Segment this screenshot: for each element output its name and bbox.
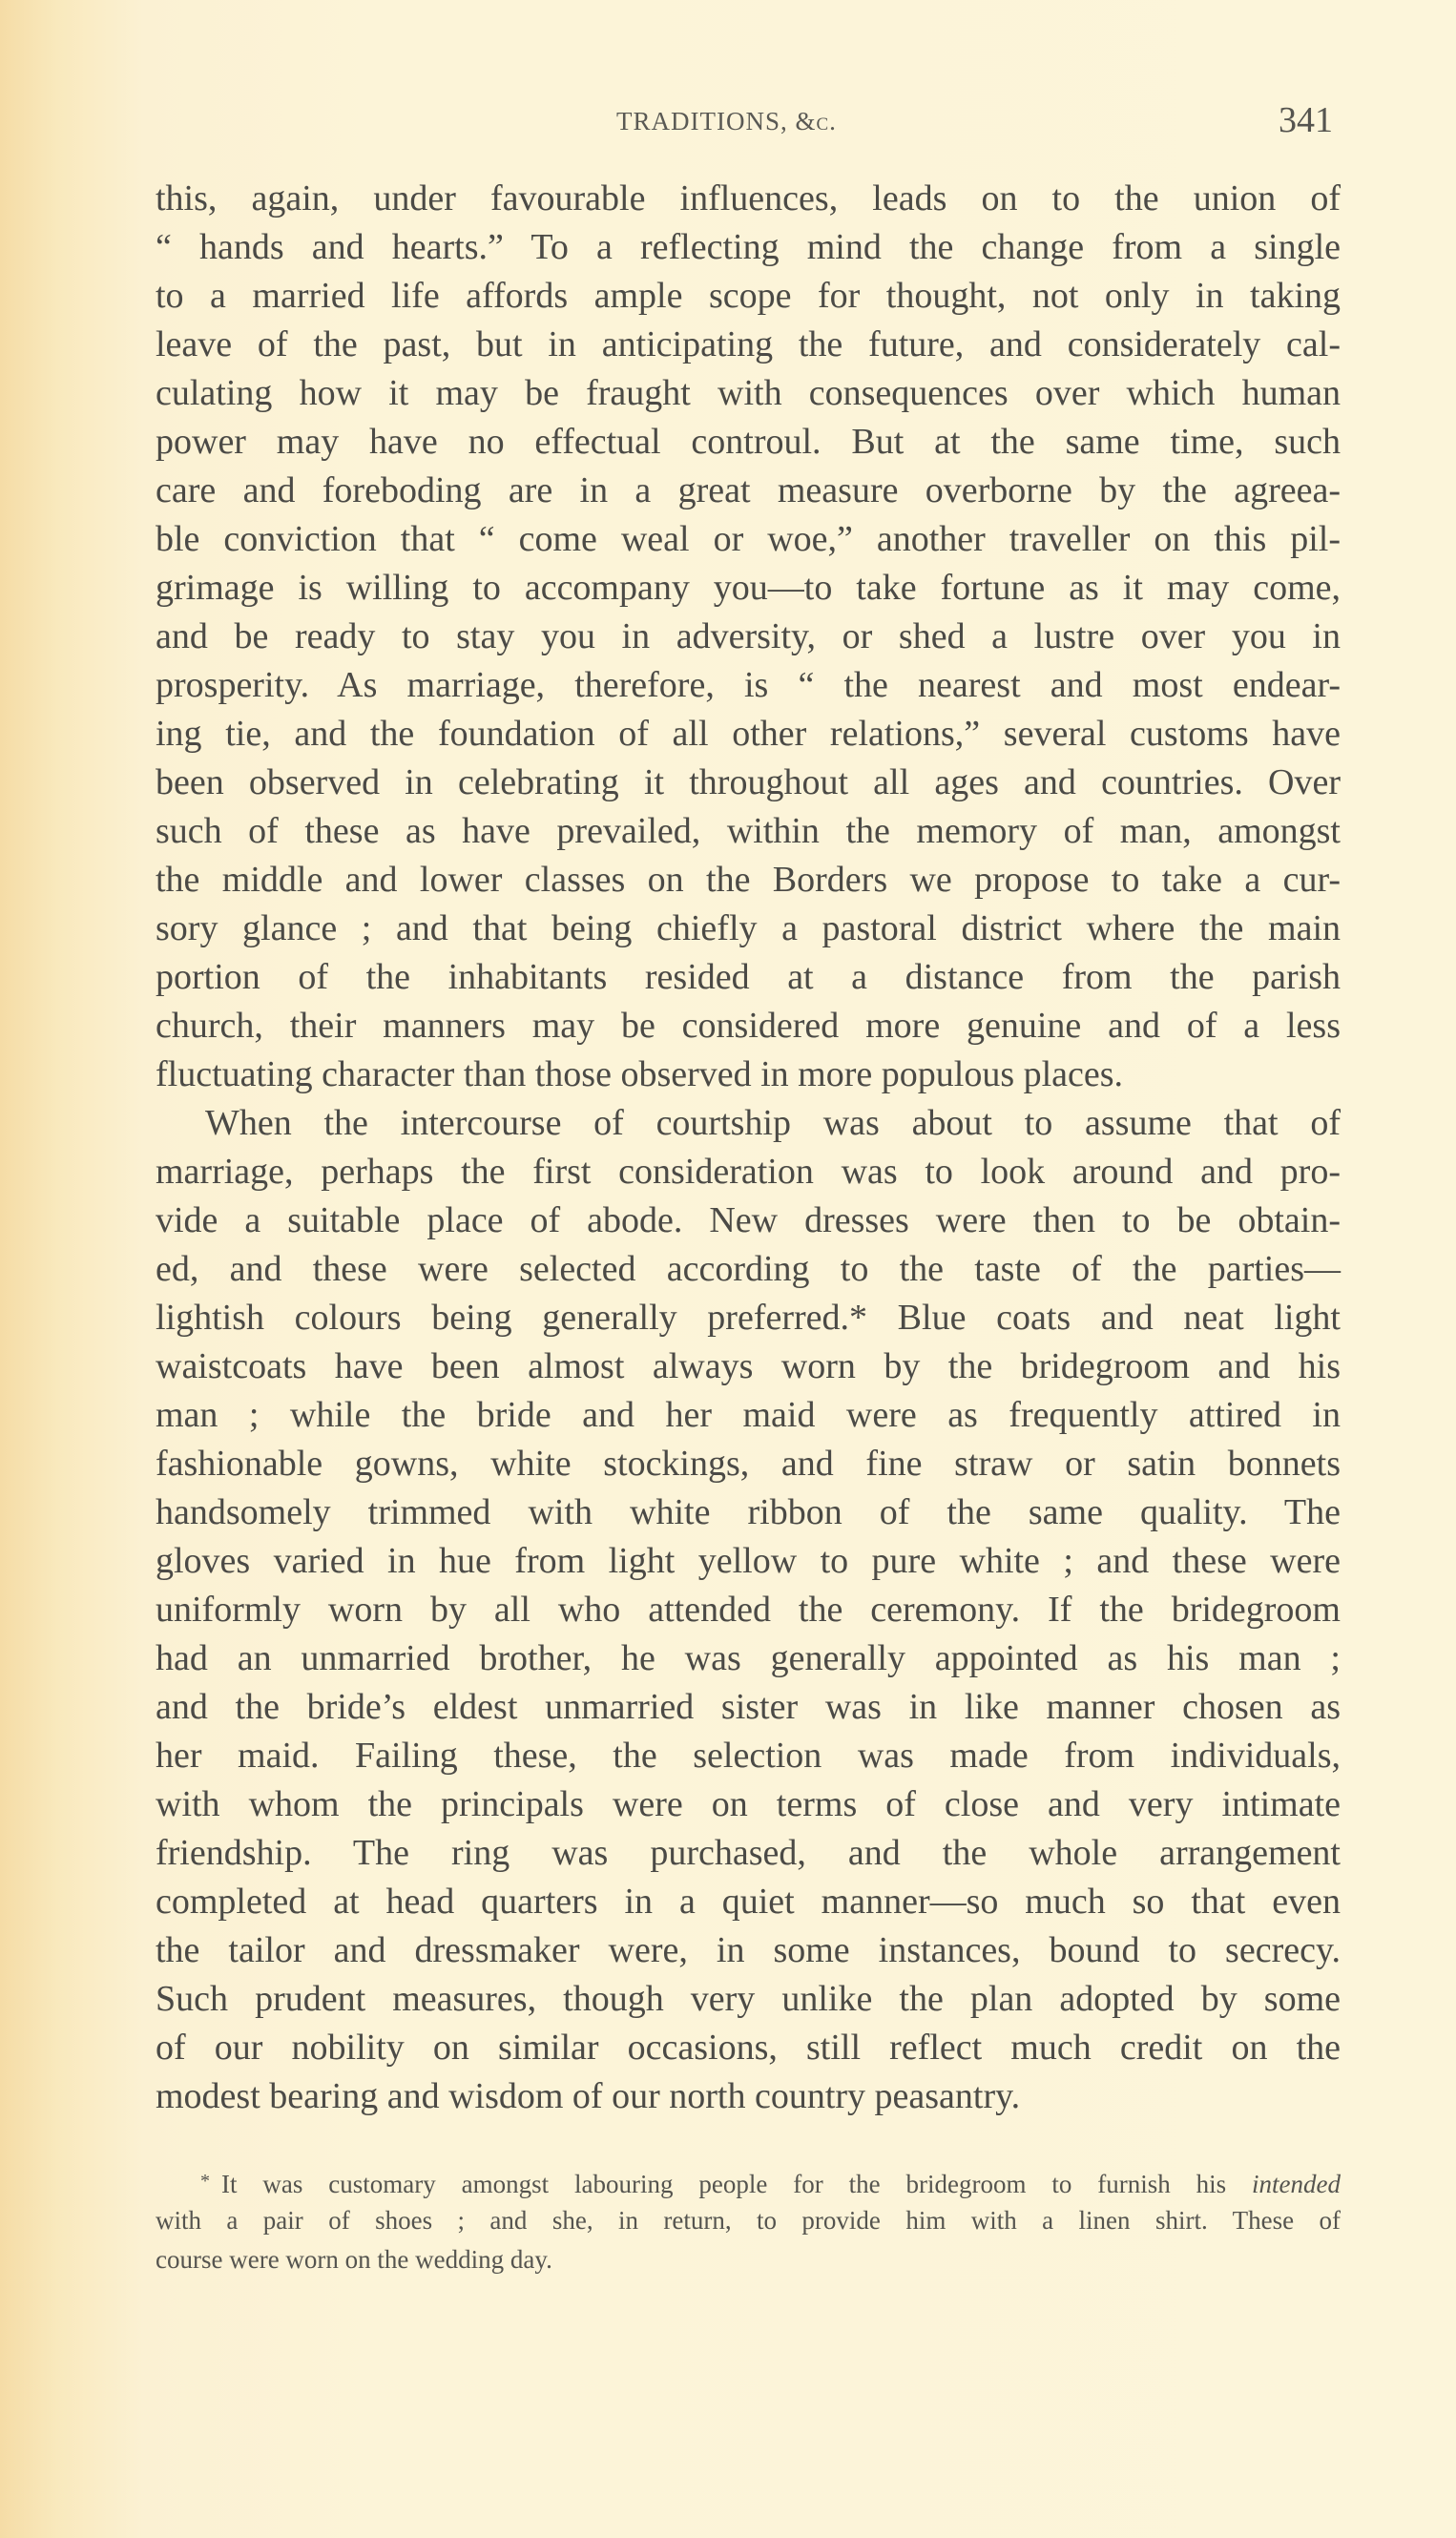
text-line: leave of the past, but in anticipating the future, and considerately cal-: [156, 324, 1341, 364]
text-line: portion of the inhabitants resided at a distance from the parish: [156, 957, 1341, 997]
text-line: such of these as have prevailed, within the memory of man, amongst: [156, 811, 1341, 851]
text-line: Such prudent measures, though very unlike the plan adopted by some: [156, 1979, 1341, 2019]
text-line: ed, and these were selected according to the taste of the parties—: [156, 1249, 1341, 1289]
text-line: power may have no effectual controul. But at the same time, such: [156, 422, 1341, 462]
text-line: of our nobility on similar occasions, still reflect much credit on the: [156, 2028, 1341, 2068]
text-line: to a married life affords ample scope for thought, not only in taking: [156, 276, 1341, 316]
text-line: uniformly worn by all who attended the ceremony. If the bridegroom: [156, 1590, 1341, 1630]
text-line: ble conviction that “ come weal or woe,” another traveller on this pil-: [156, 519, 1341, 559]
text-line: handsomely trimmed with white ribbon of the same quality. The: [156, 1492, 1341, 1532]
paragraph: [156, 175, 1341, 1099]
text-line: sory glance ; and that being chiefly a pastoral district where the main: [156, 908, 1341, 948]
text-line: When the intercourse of courtship was about to assume that of: [205, 1103, 1341, 1143]
footnote: [156, 2162, 1341, 2279]
text-line: modest bearing and wisdom of our north country peasantry.: [156, 2076, 1021, 2116]
text-line: her maid. Failing these, the selection was made from individuals,: [156, 1736, 1341, 1776]
text-line: gloves varied in hue from light yellow to pure white ; and these were: [156, 1541, 1341, 1581]
text-line: had an unmarried brother, he was generally appointed as his man ;: [156, 1638, 1341, 1678]
running-title: TRADITIONS, &c.: [616, 107, 837, 135]
running-head: [0, 99, 1456, 141]
text-line: ing tie, and the foundation of all other relations,” several customs have: [156, 714, 1341, 754]
text-line: this, again, under favourable influences, leads on to the union of: [156, 178, 1341, 218]
footnote-line: [156, 2162, 1341, 2201]
text-line: been observed in celebrating it throughout all ages and countries. Over: [156, 762, 1341, 802]
text-line: care and foreboding are in a great measure overborne by the agreea-: [156, 470, 1341, 510]
paragraph: [156, 1099, 1341, 2121]
text-line: the middle and lower classes on the Borders we propose to take a cur-: [156, 860, 1341, 900]
text-line: “ hands and hearts.” To a reflecting mind the change from a single: [156, 227, 1341, 267]
text-line: friendship. The ring was purchased, and the whole arrangement: [156, 1833, 1341, 1873]
text-line: prosperity. As marriage, therefore, is “ the nearest and most endear-: [156, 665, 1341, 705]
footnote-line: with a pair of shoes ; and she, in return, to provide him with a linen shirt. These of: [156, 2206, 1341, 2235]
footnote-marker: *: [200, 2171, 210, 2192]
text-line: grimage is willing to accompany you—to take fortune as it may come,: [156, 568, 1341, 608]
text-line: with whom the principals were on terms of close and very intimate: [156, 1784, 1341, 1824]
text-line: man ; while the bride and her maid were as frequently attired in: [156, 1395, 1341, 1435]
text-line: and be ready to stay you in adversity, or shed a lustre over you in: [156, 616, 1341, 656]
text-line: the tailor and dressmaker were, in some instances, bound to secrecy.: [156, 1930, 1341, 1970]
footnote-italic-word: intended: [1252, 2170, 1341, 2198]
text-line: completed at head quarters in a quiet manner—so much so that even: [156, 1882, 1341, 1922]
text-line: fashionable gowns, white stockings, and fine straw or satin bonnets: [156, 1444, 1341, 1484]
text-line: lightish colours being generally preferred.* Blue coats and neat light: [156, 1298, 1341, 1338]
text-line: and the bride’s eldest unmarried sister was in like manner chosen as: [156, 1687, 1341, 1727]
text-line: vide a suitable place of abode. New dresses were then to be obtain-: [156, 1200, 1341, 1240]
text-line: waistcoats have been almost always worn by the bridegroom and his: [156, 1346, 1341, 1386]
footnote-line: course were worn on the wedding day.: [156, 2245, 552, 2274]
page-number: 341: [1279, 100, 1333, 140]
text-line: culating how it may be fraught with consequences over which human: [156, 373, 1341, 413]
text-line: fluctuating character than those observed in more populous places.: [156, 1054, 1124, 1094]
text-line: church, their manners may be considered more genuine and of a less: [156, 1006, 1341, 1046]
footnote-text: It was customary amongst labouring people for the bridegroom to furnish his: [221, 2170, 1227, 2198]
text-line: marriage, perhaps the first consideration was to look around and pro-: [156, 1152, 1341, 1192]
body-text: [156, 175, 1341, 2121]
